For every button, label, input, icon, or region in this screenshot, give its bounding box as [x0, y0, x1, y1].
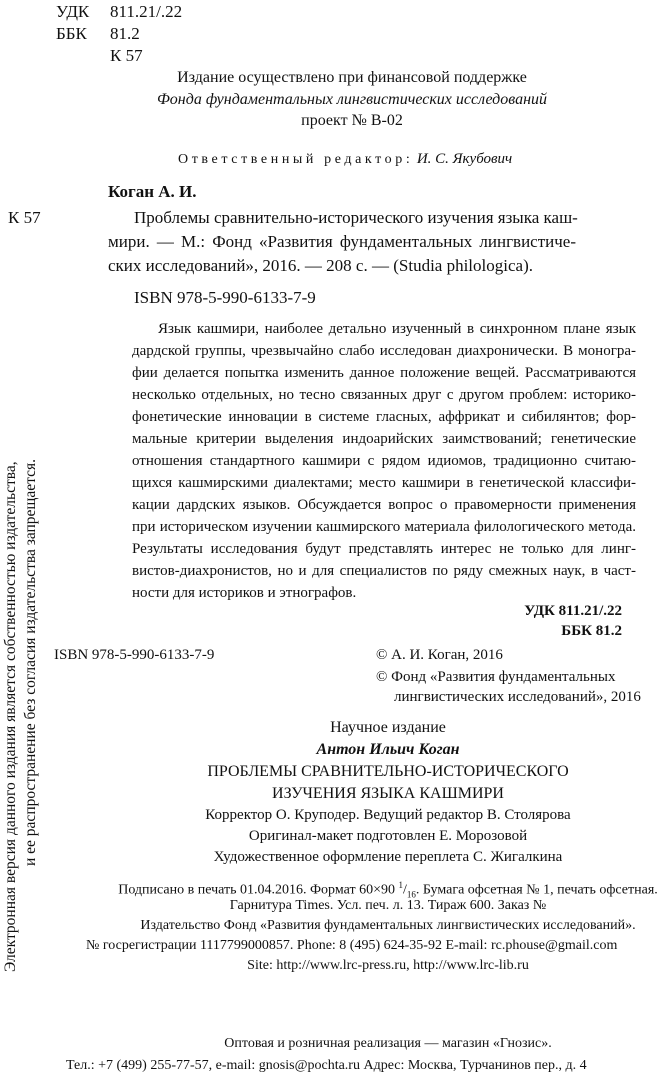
- imprint-author: Антон Ильич Коган: [316, 741, 460, 758]
- print-line-2: Гарнитура Times. Усл. печ. л. 13. Тираж 600. Заказ №: [229, 898, 547, 913]
- abstract-line-4: несколько отдельных, но тесно связанных друг с другом проблем: историко-: [132, 387, 636, 403]
- abstract-line-11: Результаты исследования будут представлять интерес не только для линг-: [132, 541, 636, 557]
- copyright-fund-2: лингвистических исследований», 2016: [394, 689, 641, 705]
- abstract-line-3: фии делается попытка изменить данное положение вещей. Рассматриваются: [132, 365, 636, 381]
- abstract-line-2: дардской группы, чрезвычайно слабо исследован диахронически. В моногра-: [132, 343, 636, 359]
- editor-line: [178, 151, 512, 168]
- print-paper: . Бумага офсетная № 1, печать офсетная.: [415, 882, 658, 898]
- abstract-line-9: кации дардских языков. Обсуждается вопрос о правомерности применения: [132, 497, 636, 513]
- format-fraction-num: 1: [398, 880, 403, 890]
- entry-line-1: Проблемы сравнительно-исторического изучения языка каш-: [134, 208, 578, 227]
- udk-label: УДК: [56, 2, 90, 21]
- imprint-staff-3: Художественное оформление переплета С. Жигалкина: [213, 849, 563, 865]
- editor-label: Ответственный редактор:: [178, 152, 414, 167]
- author-mark: К 57: [110, 46, 143, 65]
- imprint-staff-1: Корректор О. Круподер. Ведущий редактор В. Столярова: [205, 807, 571, 823]
- side-notice-line-2: и ее распространение без согласия издательства запрещается.: [22, 459, 39, 866]
- entry-author: Коган А. И.: [108, 182, 197, 201]
- print-line-3: Издательство Фонд «Развития фундаментальных лингвистических исследований».: [140, 918, 636, 933]
- entry-line-2: мири. — М.: Фонд «Развития фундаментальных лингвистиче-: [108, 232, 576, 251]
- imprint-staff-2: Оригинал-макет подготовлен Е. Морозовой: [248, 828, 528, 844]
- udk-value: 811.21/.22: [110, 2, 183, 21]
- entry-mark: К 57: [8, 208, 41, 227]
- side-notice-line-1: Электронная версия данного издания является собственностью издательства,: [2, 461, 19, 972]
- copyright-isbn: ISBN 978-5-990-6133-7-9: [54, 647, 215, 663]
- support-line-1: Издание осуществлено при финансовой поддержке: [177, 69, 527, 86]
- abstract-line-5: фонетические инновации в системе гласных, аффрикат и сибилянтов; фор-: [132, 409, 636, 425]
- abstract-line-1: Язык кашмири, наиболее детально изученный в синхронном плане язык: [158, 321, 636, 337]
- abstract-line-10: при историческом изучении кашмирского материала филологического метода.: [132, 519, 636, 535]
- bbk-label: ББК: [56, 24, 87, 43]
- bbk-value: 81.2: [110, 24, 140, 43]
- imprint-title-2: ИЗУЧЕНИЯ ЯЗЫКА КАШМИРИ: [272, 785, 504, 802]
- entry-isbn: ISBN 978-5-990-6133-7-9: [134, 288, 316, 307]
- print-format: Подписано в печать 01.04.2016. Формат 60×90: [118, 882, 399, 898]
- abstract-line-7: отношения стандартного кашмири с рядом идиомов, традиционно считаю-: [132, 453, 636, 469]
- print-line-5: Site: http://www.lrc-press.ru, http://www.lrc-lib.ru: [247, 958, 529, 973]
- copyright-fund-1: © Фонд «Развития фундаментальных: [376, 669, 616, 685]
- format-fraction-den: 16: [406, 889, 416, 900]
- copyright-author: © А. И. Коган, 2016: [376, 647, 503, 663]
- imprint-title-1: ПРОБЛЕМЫ СРАВНИТЕЛЬНО-ИСТОРИЧЕСКОГО: [207, 763, 569, 780]
- abstract-line-6: мальные критерии выделения индоарийских заимствований; генетические: [132, 431, 636, 447]
- abstract-line-8: щихся кашмирскими диалектами; место кашмири в генетической классифи-: [132, 475, 636, 491]
- print-line-4: № госрегистрации 1117799000857. Phone: 8 (495) 624-35-92 E-mail: rc.phouse@gmail.com: [86, 938, 618, 953]
- sales-line-1: Оптовая и розничная реализация — магазин «Гнозис».: [224, 1036, 552, 1051]
- imprint-kind: Научное издание: [330, 719, 446, 736]
- support-line-3: проект № В-02: [301, 112, 403, 129]
- abstract-line-12: вистов-диахронистов, но и для специалистов по ряду смежных наук, в част-: [132, 563, 636, 579]
- sales-line-2: Тел.: +7 (499) 255-77-57, e-mail: gnosis@pochta.ru Адрес: Москва, Турчанинов пер., д. 4: [66, 1058, 587, 1073]
- abstract-bbk: ББК 81.2: [561, 623, 622, 639]
- print-line-1: Подписано в печать 01.04.2016. Формат 60×90 $^1/_{16}$. Бумага офсетная № 1, печать офсетная.: [118, 880, 658, 900]
- abstract-udk: УДК 811.21/.22: [524, 603, 622, 619]
- support-line-2: Фонда фундаментальных лингвистических исследований: [156, 91, 548, 108]
- entry-line-3: ских исследований», 2016. — 208 с. — (Studia philologica).: [108, 256, 533, 275]
- abstract-line-13: ности для историков и этнографов.: [132, 585, 357, 601]
- editor-name: И. С. Якубович: [416, 151, 513, 167]
